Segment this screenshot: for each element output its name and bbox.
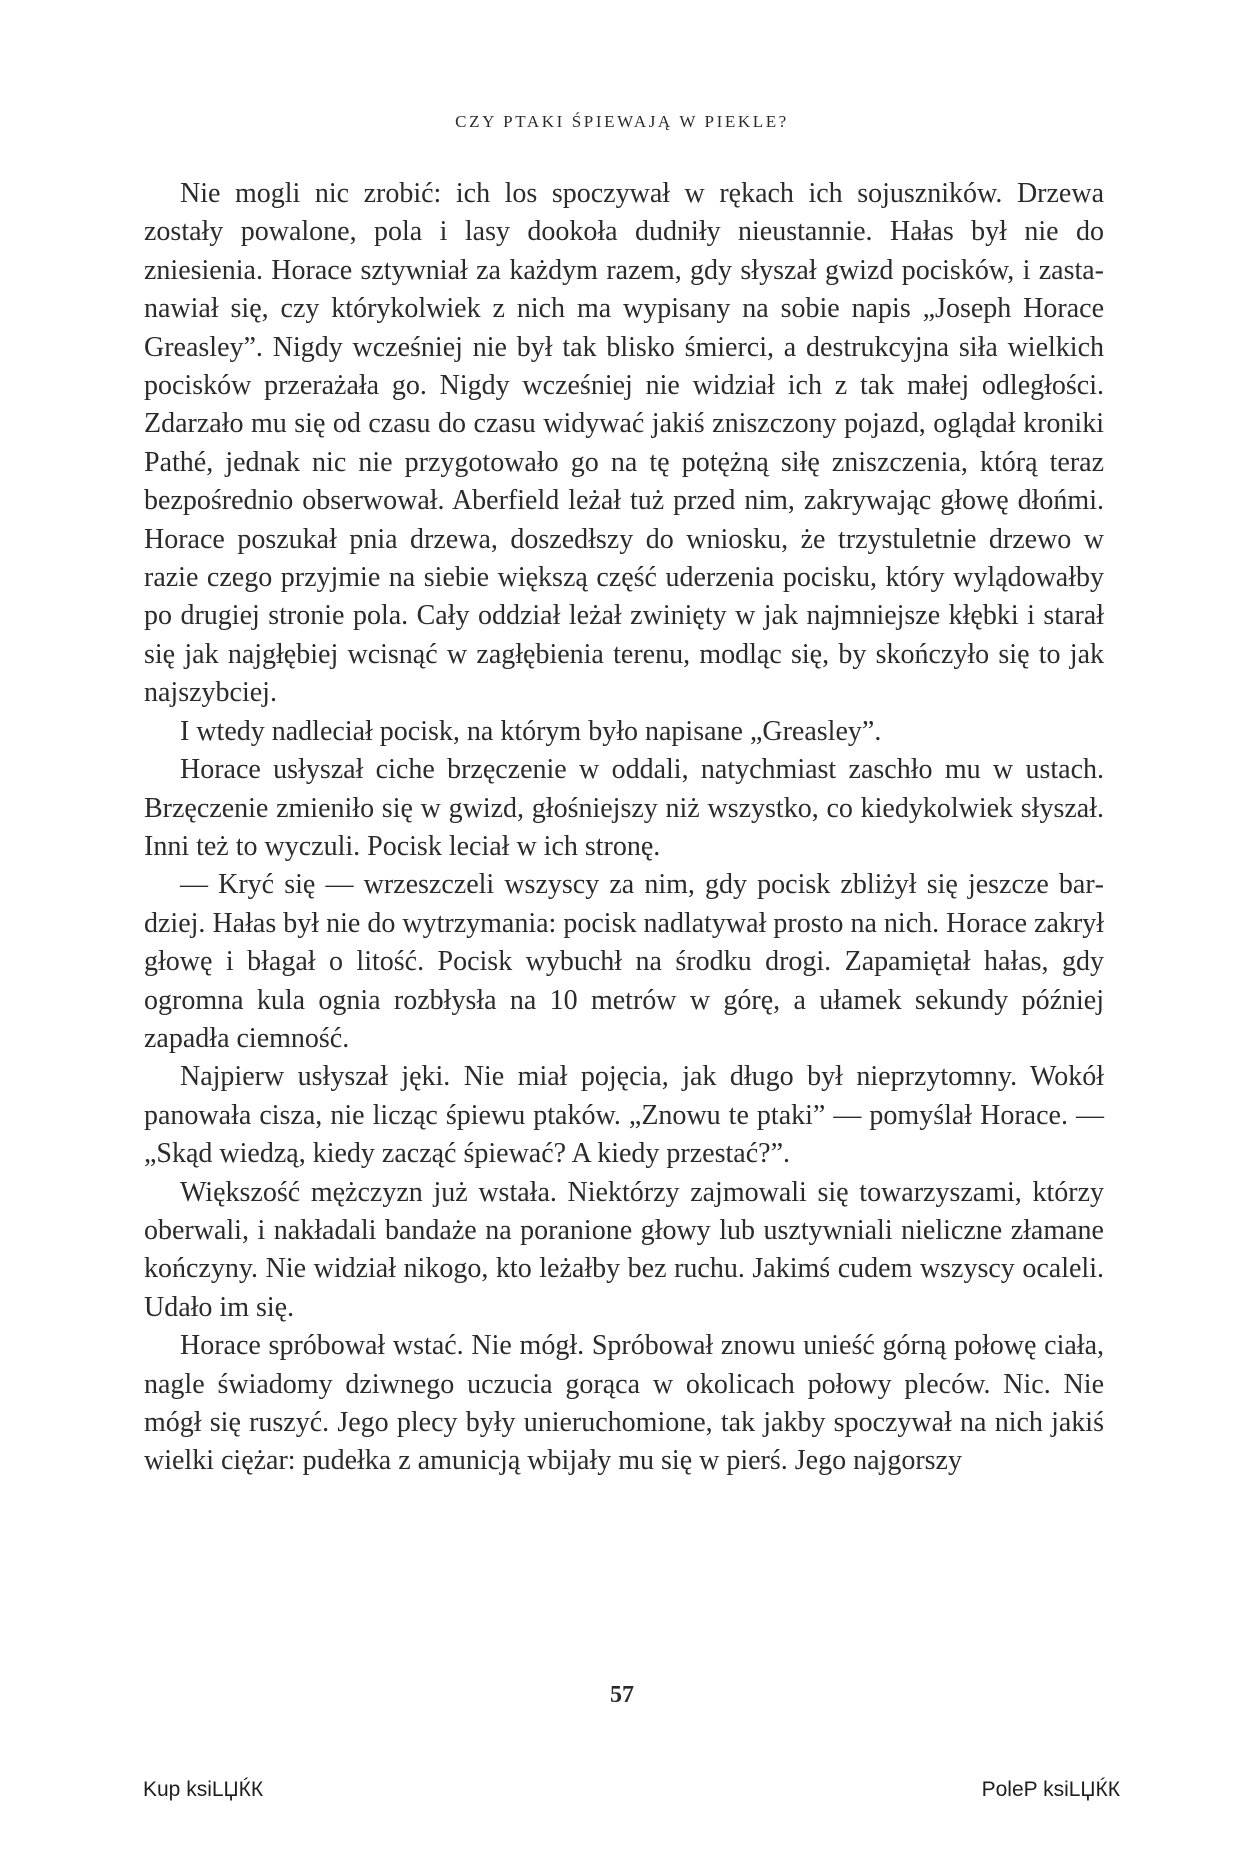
footer-recommend-link[interactable]: PoleP ksiLЏЌК: [981, 1778, 1120, 1801]
paragraph: — Kryć się — wrzeszczeli wszyscy za nim, gdy pocisk zbliżył się jeszcze bardziej. Hałas był nie do wytrzymania: pocisk nadlatywał prosto na nich. Horace zakrył głowę i błagał o litość. Pocisk wybuchł na środku drogi. Zapamiętał hałas, gdy ogromna kula ognia rozbłysła na 10 metrów w górę, a ułamek sekundy później zapadła ciemność.: [144, 869, 1104, 1054]
paragraph: Większość mężczyzn już wstała. Niektórzy zajmowali się towarzyszami, którzy oberwali, i nakładali bandaże na poranione głowy lub usztywniali nieliczne złamane kończyny. Nie widział nikogo, kto leżałby bez ruchu. Jakimś cudem wszyscy ocaleli. Udało im się.: [144, 1176, 1104, 1323]
page-number: 57: [610, 1682, 634, 1708]
running-head-title: CZY PTAKI ŚPIEWAJĄ W PIEKLE?: [455, 112, 789, 131]
body-text: [144, 175, 1104, 1481]
paragraph: I wtedy nadleciał pocisk, na którym było napisane „Greasley”.: [180, 715, 882, 747]
paragraph: Horace usłyszał ciche brzęczenie w oddali, natychmiast zaschło mu w ustach. Brzęczenie zmieniło się w gwizd, głośniejszy niż wszystko, co kiedykolwiek słyszał. Inni też to wyczuli. Pocisk leciał w ich stronę.: [144, 754, 1104, 862]
footer-buy-link[interactable]: Kup ksiLЏЌК: [143, 1778, 264, 1801]
paragraph: Horace spróbował wstać. Nie mógł. Spróbował znowu unieść górną połowę ciała, nagle świadomy dziwnego uczucia gorąca w okolicach połowy pleców. Nic. Nie mógł się ruszyć. Jego plecy były unieruchomione, tak jakby spoczywał na nich jakiś wielki ciężar: pudełka z amunicją wbijały mu się w pierś. Jego najgorszy: [144, 1330, 1104, 1477]
paragraph: Najpierw usłyszał jęki. Nie miał pojęcia, jak długo był nieprzytomny. Wokół panowała cisza, nie licząc śpiewu ptaków. „Znowu te ptaki” — pomyślał Horace. — „Skąd wiedzą, kiedy zacząć śpiewać? A kiedy przestać?”.: [144, 1061, 1104, 1170]
paragraph: Nie mogli nic zrobić: ich los spoczywał w rękach ich sojuszników. Drzewa zostały powalone, pola i lasy dookoła dudniły nieustannie. Hałas był nie do zniesienia. Horace sztywniał za każdym razem, gdy słyszał gwizd pocisków, i zastanawiał się, czy którykolwiek z nich ma wypisany na sobie napis „Joseph Horace Greasley”. Nigdy wcześniej nie był tak blisko śmierci, a destrukcyjna siła wielkich pocisków przerażała go. Nigdy wcześniej nie widział ich z tak małej odległości. Zdarzało mu się od czasu do czasu widywać jakiś zniszczony pojazd, oglądał kroniki Pathé, jednak nic nie przygotowało go na tę potężną siłę zniszczenia, którą teraz bezpośrednio obserwował. Aberfield leżał tuż przed nim, zakrywając głowę dłońmi. Horace poszukał pnia drzewa, doszedłszy do wniosku, że trzystuletnie drzewo w razie czego przyjmie na siebie większą część uderzenia pocisku, który wylądowałby po drugiej stronie pola. Cały oddział leżał zwinięty w jak najmniejsze kłębki i starał się jak najgłębiej wcisnąć w zagłębienia terenu, modląc się, by skończyło się to jak najszybciej.: [144, 178, 1104, 709]
